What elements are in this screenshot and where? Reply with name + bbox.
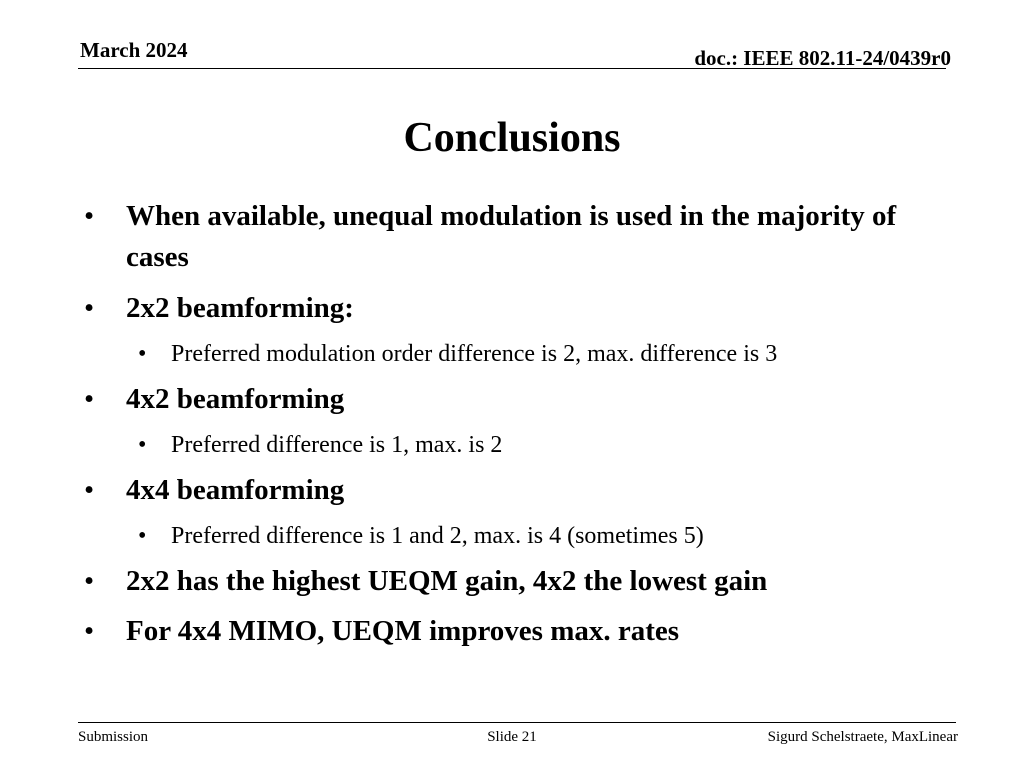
- bullet-item: [84, 288, 904, 329]
- bullet-item: [84, 470, 904, 511]
- bullet-text: For 4x4 MIMO, UEQM improves max. rates: [126, 615, 680, 647]
- sub-bullet-icon: •: [138, 432, 147, 458]
- sub-bullet-text: Preferred difference is 1, max. is 2: [171, 432, 503, 458]
- header-divider: [78, 68, 946, 69]
- header-document-id: doc.: IEEE 802.11-24/0439r0: [694, 46, 951, 70]
- bullet-text: 2x2 has the highest UEQM gain, 4x2 the lowest gain: [126, 565, 768, 597]
- bullet-text: 4x4 beamforming: [126, 474, 345, 506]
- bullet-item: [84, 561, 904, 602]
- header-date: March 2024: [80, 38, 188, 62]
- bullet-text: 4x2 beamforming: [126, 383, 345, 415]
- bullet-icon: •: [84, 383, 95, 415]
- bullet-item: [84, 196, 904, 278]
- bullet-text: 2x2 beamforming:: [126, 292, 354, 324]
- sub-bullet-text: Preferred modulation order difference is 2, max. difference is 3: [171, 341, 778, 367]
- sub-bullet-item: [138, 521, 918, 551]
- footer-divider: [78, 722, 956, 723]
- footer-author: Sigurd Schelstraete, MaxLinear: [767, 729, 958, 745]
- bullet-item: [84, 611, 904, 652]
- bullet-icon: •: [84, 565, 95, 597]
- bullet-text: When available, unequal modulation is used in the majority of cases: [126, 200, 897, 273]
- bullet-item: [84, 379, 904, 420]
- sub-bullet-item: [138, 339, 918, 369]
- bullet-icon: •: [84, 615, 95, 647]
- sub-bullet-item: [138, 430, 918, 460]
- bullet-icon: •: [84, 474, 95, 506]
- slide-title: Conclusions: [403, 115, 621, 161]
- sub-bullet-text: Preferred difference is 1 and 2, max. is 4 (sometimes 5): [171, 523, 704, 549]
- bullet-icon: •: [84, 200, 95, 232]
- sub-bullet-icon: •: [138, 341, 147, 367]
- footer-submission: Submission: [78, 729, 149, 745]
- footer-slide-number: Slide 21: [487, 729, 537, 745]
- sub-bullet-icon: •: [138, 523, 147, 549]
- bullet-icon: •: [84, 292, 95, 324]
